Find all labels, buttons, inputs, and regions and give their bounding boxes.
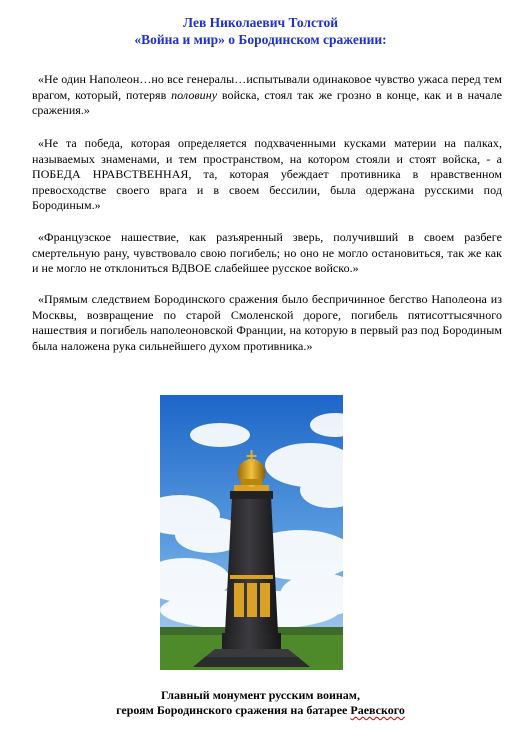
document-subtitle: «Война и мир» о Бородинском сражении: <box>134 32 387 47</box>
caption-text: героям Бородинского сражения на батарее <box>116 703 351 717</box>
quote-1-emphasis: половину <box>171 87 218 102</box>
photo-caption-line-1: Главный монумент русским воинам, <box>161 688 360 702</box>
photo-caption-line-2 <box>0 703 521 718</box>
quote-paragraph-3: «Французское нашествие, как разъяренный зверь, получивший в своем разбеге смертельную рану, чувствовало свою погибель; но оно не могло остановиться, так же как и не могло не отклониться ВДВОЕ слабейшее русское войско.» <box>32 230 502 276</box>
quote-paragraph-4: «Прямым следствием Бородинского сражения было беспричинное бегство Наполеона из Москвы, возвращение по старой Смоленской дороге, погибель пятисоттысячного нашествия и погибель наполеоновской Франции, на которую в первый раз под Бородиным была наложена рука сильнейшего духом противника.» <box>32 292 502 353</box>
quote-1-text-before: «Не один Наполеон…но все генералы…испытывали одинаковое чувство ужаса перед тем врагом, который, потеряв <box>32 72 502 102</box>
quote-paragraph-1 <box>32 72 502 119</box>
monument-illustration <box>160 395 343 670</box>
monument-photo <box>160 395 343 670</box>
quote-paragraph-2: «Не та победа, которая определяется подхваченными кусками материи на палках, называемых знаменами, и тем пространством, на котором стояли и стоят войска, - а ПОБЕДА НРАВСТВЕННАЯ, та, которая убеждает противника в нравственном превосходстве своего врага и в своем бессилии, была одержана русскими под Бородиным.» <box>32 136 502 213</box>
author-heading: Лев Николаевич Толстой <box>183 15 338 30</box>
spellcheck-flagged-word: Раевского <box>350 703 405 717</box>
quote-1-text-after: войска, стоял так же грозно в конце, как и в начале сражения.» <box>32 87 502 118</box>
